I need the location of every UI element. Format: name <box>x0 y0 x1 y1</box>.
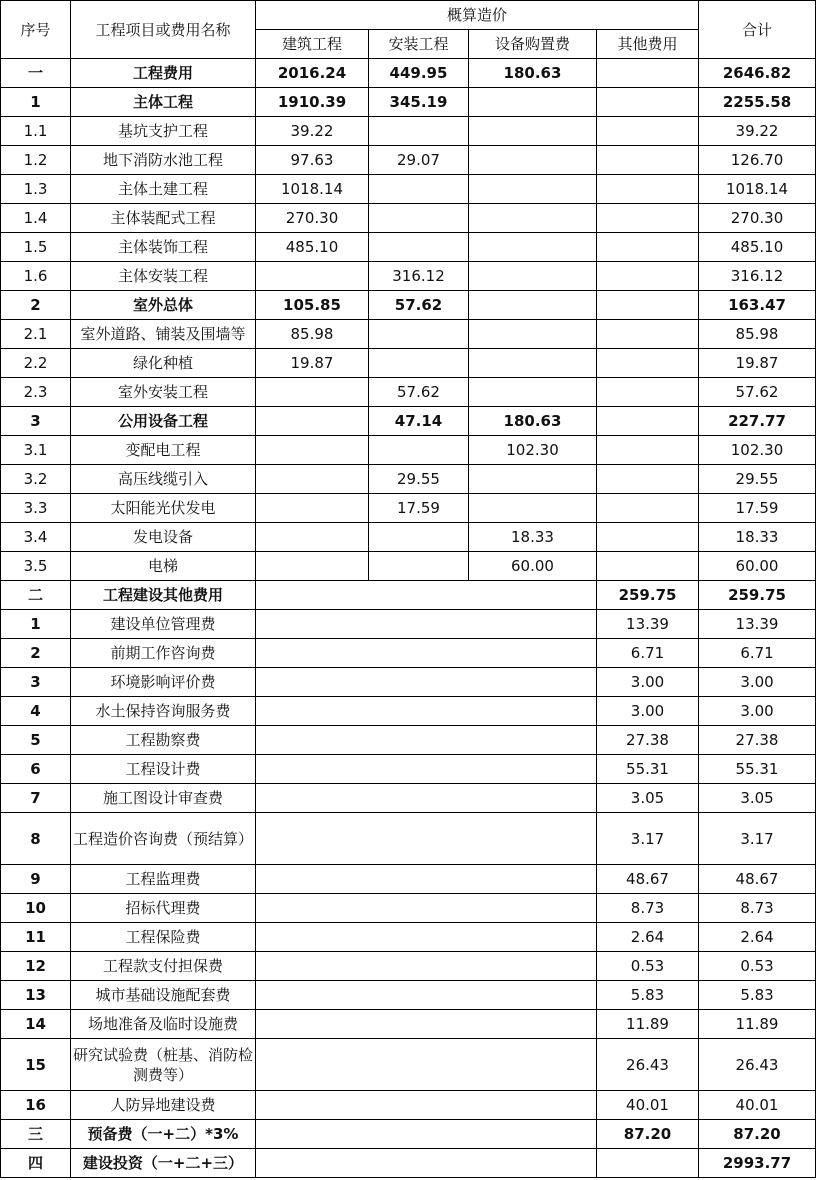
cell-item-name: 工程设计费 <box>71 755 256 784</box>
cell-build <box>256 465 369 494</box>
cell-merged-empty <box>256 1091 597 1120</box>
cell-install: 57.62 <box>369 378 469 407</box>
cell-total: 55.31 <box>699 755 816 784</box>
cell-item-name: 公用设备工程 <box>71 407 256 436</box>
cell-item-name: 地下消防水池工程 <box>71 146 256 175</box>
table-row <box>1 813 816 865</box>
cell-seq: 一 <box>1 59 71 88</box>
cell-build: 485.10 <box>256 233 369 262</box>
table-row <box>1 923 816 952</box>
cell-install: 449.95 <box>369 59 469 88</box>
cell-total: 2.64 <box>699 923 816 952</box>
cell-merged-empty <box>256 697 597 726</box>
cell-item-name: 高压线缆引入 <box>71 465 256 494</box>
cell-equipment <box>469 204 597 233</box>
cell-other: 3.00 <box>597 668 699 697</box>
cell-seq: 3.2 <box>1 465 71 494</box>
cell-other <box>597 407 699 436</box>
cell-seq: 2.3 <box>1 378 71 407</box>
cell-total: 26.43 <box>699 1039 816 1091</box>
cell-equipment: 102.30 <box>469 436 597 465</box>
cell-merged-empty <box>256 894 597 923</box>
cell-total: 27.38 <box>699 726 816 755</box>
cell-build: 1018.14 <box>256 175 369 204</box>
cell-other: 3.05 <box>597 784 699 813</box>
cell-build: 270.30 <box>256 204 369 233</box>
cell-seq: 四 <box>1 1149 71 1178</box>
cell-equipment <box>469 117 597 146</box>
cell-build: 19.87 <box>256 349 369 378</box>
table-row <box>1 1091 816 1120</box>
cell-item-name: 工程款支付担保费 <box>71 952 256 981</box>
cell-equipment <box>469 262 597 291</box>
cell-total: 8.73 <box>699 894 816 923</box>
cell-other <box>597 465 699 494</box>
cell-other <box>597 349 699 378</box>
cell-seq: 三 <box>1 1120 71 1149</box>
cell-item-name: 太阳能光伏发电 <box>71 494 256 523</box>
header-item-name: 工程项目或费用名称 <box>71 1 256 59</box>
cell-other <box>597 523 699 552</box>
cell-build <box>256 378 369 407</box>
cell-equipment: 180.63 <box>469 59 597 88</box>
cell-total: 5.83 <box>699 981 816 1010</box>
table-row <box>1 407 816 436</box>
cell-seq: 二 <box>1 581 71 610</box>
cell-seq: 7 <box>1 784 71 813</box>
cell-item-name: 环境影响评价费 <box>71 668 256 697</box>
cell-total: 2993.77 <box>699 1149 816 1178</box>
cell-equipment <box>469 291 597 320</box>
cell-seq: 11 <box>1 923 71 952</box>
cell-other: 27.38 <box>597 726 699 755</box>
cell-item-name: 绿化种植 <box>71 349 256 378</box>
cell-total: 85.98 <box>699 320 816 349</box>
cell-total: 316.12 <box>699 262 816 291</box>
cell-item-name: 预备费（一+二）*3% <box>71 1120 256 1149</box>
table-row <box>1 291 816 320</box>
table-row <box>1 981 816 1010</box>
cell-build <box>256 523 369 552</box>
cell-total: 126.70 <box>699 146 816 175</box>
table-row <box>1 610 816 639</box>
cell-install: 29.07 <box>369 146 469 175</box>
cell-total: 270.30 <box>699 204 816 233</box>
cell-seq: 15 <box>1 1039 71 1091</box>
cell-total: 163.47 <box>699 291 816 320</box>
cell-merged-empty <box>256 581 597 610</box>
cell-total: 0.53 <box>699 952 816 981</box>
cell-total: 18.33 <box>699 523 816 552</box>
cell-item-name: 工程保险费 <box>71 923 256 952</box>
cell-merged-empty <box>256 1039 597 1091</box>
table-row <box>1 117 816 146</box>
cell-seq: 5 <box>1 726 71 755</box>
table-row <box>1 1039 816 1091</box>
cell-seq: 16 <box>1 1091 71 1120</box>
cell-equipment <box>469 349 597 378</box>
cell-other <box>597 204 699 233</box>
cell-install: 345.19 <box>369 88 469 117</box>
cell-other <box>597 378 699 407</box>
cell-other <box>597 146 699 175</box>
cell-other: 13.39 <box>597 610 699 639</box>
cell-equipment <box>469 465 597 494</box>
cell-item-name: 水土保持咨询服务费 <box>71 697 256 726</box>
cell-seq: 4 <box>1 697 71 726</box>
cell-other: 3.17 <box>597 813 699 865</box>
cell-total: 11.89 <box>699 1010 816 1039</box>
cell-item-name: 场地准备及临时设施费 <box>71 1010 256 1039</box>
header-equipment: 设备购置费 <box>469 30 597 59</box>
table-row <box>1 465 816 494</box>
cell-seq: 3.5 <box>1 552 71 581</box>
cell-merged-empty <box>256 1010 597 1039</box>
cell-merged-empty <box>256 639 597 668</box>
cell-seq: 3 <box>1 407 71 436</box>
cell-merged-empty <box>256 668 597 697</box>
cell-other <box>597 552 699 581</box>
cell-total: 6.71 <box>699 639 816 668</box>
cell-other <box>597 59 699 88</box>
cell-equipment <box>469 233 597 262</box>
cell-equipment <box>469 494 597 523</box>
cell-seq: 1 <box>1 610 71 639</box>
cell-item-name: 主体装配式工程 <box>71 204 256 233</box>
cell-build <box>256 552 369 581</box>
cell-item-name: 主体土建工程 <box>71 175 256 204</box>
cell-seq: 3 <box>1 668 71 697</box>
cell-item-name: 研究试验费（桩基、消防检测费等） <box>71 1039 256 1091</box>
cell-other <box>597 494 699 523</box>
cell-item-name: 室外安装工程 <box>71 378 256 407</box>
cell-install: 47.14 <box>369 407 469 436</box>
cell-other: 11.89 <box>597 1010 699 1039</box>
cell-merged-empty <box>256 952 597 981</box>
table-row <box>1 494 816 523</box>
cell-merged-empty <box>256 755 597 784</box>
cell-item-name: 主体装饰工程 <box>71 233 256 262</box>
cell-install <box>369 552 469 581</box>
cell-total: 39.22 <box>699 117 816 146</box>
cell-equipment: 60.00 <box>469 552 597 581</box>
table-row <box>1 378 816 407</box>
table-row <box>1 1149 816 1178</box>
cell-seq: 2 <box>1 291 71 320</box>
cell-total: 87.20 <box>699 1120 816 1149</box>
cell-total: 3.00 <box>699 668 816 697</box>
cell-other: 87.20 <box>597 1120 699 1149</box>
table-row <box>1 59 816 88</box>
table-row <box>1 233 816 262</box>
cell-total: 29.55 <box>699 465 816 494</box>
cell-merged-empty <box>256 1120 597 1149</box>
cell-build: 1910.39 <box>256 88 369 117</box>
cell-item-name: 发电设备 <box>71 523 256 552</box>
cell-total: 102.30 <box>699 436 816 465</box>
cell-equipment <box>469 320 597 349</box>
cell-total: 485.10 <box>699 233 816 262</box>
table-row <box>1 523 816 552</box>
table-row <box>1 668 816 697</box>
cell-item-name: 室外道路、铺装及围墙等 <box>71 320 256 349</box>
table-row <box>1 1120 816 1149</box>
cell-other: 55.31 <box>597 755 699 784</box>
cell-equipment: 18.33 <box>469 523 597 552</box>
cell-item-name: 招标代理费 <box>71 894 256 923</box>
cell-merged-empty <box>256 726 597 755</box>
cell-item-name: 工程费用 <box>71 59 256 88</box>
cell-item-name: 工程监理费 <box>71 865 256 894</box>
cell-other <box>597 1149 699 1178</box>
cell-other <box>597 117 699 146</box>
table-body <box>1 59 816 1178</box>
cell-merged-empty <box>256 784 597 813</box>
cell-item-name: 前期工作咨询费 <box>71 639 256 668</box>
cell-equipment <box>469 378 597 407</box>
table-row <box>1 262 816 291</box>
table-row <box>1 1010 816 1039</box>
table-row <box>1 175 816 204</box>
cell-seq: 8 <box>1 813 71 865</box>
header-install: 安装工程 <box>369 30 469 59</box>
cell-build: 39.22 <box>256 117 369 146</box>
cell-seq: 1.4 <box>1 204 71 233</box>
cell-seq: 3.4 <box>1 523 71 552</box>
cell-install <box>369 436 469 465</box>
cell-total: 40.01 <box>699 1091 816 1120</box>
header-seq: 序号 <box>1 1 71 59</box>
cell-total: 13.39 <box>699 610 816 639</box>
cell-other: 40.01 <box>597 1091 699 1120</box>
cell-install: 29.55 <box>369 465 469 494</box>
cell-total: 3.17 <box>699 813 816 865</box>
table-row <box>1 639 816 668</box>
header-build: 建筑工程 <box>256 30 369 59</box>
cell-item-name: 室外总体 <box>71 291 256 320</box>
cell-seq: 1.2 <box>1 146 71 175</box>
cell-build: 105.85 <box>256 291 369 320</box>
cell-install <box>369 320 469 349</box>
table-row <box>1 865 816 894</box>
cell-other: 26.43 <box>597 1039 699 1091</box>
cell-total: 259.75 <box>699 581 816 610</box>
cell-install <box>369 233 469 262</box>
cell-equipment <box>469 88 597 117</box>
cell-seq: 3.3 <box>1 494 71 523</box>
cell-item-name: 人防异地建设费 <box>71 1091 256 1120</box>
cell-build <box>256 436 369 465</box>
cell-install: 57.62 <box>369 291 469 320</box>
cell-total: 17.59 <box>699 494 816 523</box>
table-row <box>1 581 816 610</box>
cell-total: 48.67 <box>699 865 816 894</box>
table-row <box>1 204 816 233</box>
cell-item-name: 主体安装工程 <box>71 262 256 291</box>
cell-total: 3.05 <box>699 784 816 813</box>
cell-merged-empty <box>256 923 597 952</box>
cell-merged-empty <box>256 981 597 1010</box>
cell-seq: 2.2 <box>1 349 71 378</box>
table-row <box>1 894 816 923</box>
cell-total: 227.77 <box>699 407 816 436</box>
table-row <box>1 552 816 581</box>
header-total: 合计 <box>699 1 816 59</box>
cell-item-name: 工程勘察费 <box>71 726 256 755</box>
cell-other <box>597 436 699 465</box>
cell-install: 17.59 <box>369 494 469 523</box>
cell-item-name: 主体工程 <box>71 88 256 117</box>
table-row <box>1 146 816 175</box>
cell-build <box>256 407 369 436</box>
cell-other: 8.73 <box>597 894 699 923</box>
cell-other <box>597 320 699 349</box>
cell-other <box>597 262 699 291</box>
cell-seq: 1.3 <box>1 175 71 204</box>
cell-build: 85.98 <box>256 320 369 349</box>
cell-other: 0.53 <box>597 952 699 981</box>
cell-seq: 6 <box>1 755 71 784</box>
cell-item-name: 基坑支护工程 <box>71 117 256 146</box>
cell-item-name: 工程建设其他费用 <box>71 581 256 610</box>
cell-seq: 2 <box>1 639 71 668</box>
cell-build <box>256 494 369 523</box>
cell-item-name: 城市基础设施配套费 <box>71 981 256 1010</box>
cell-seq: 13 <box>1 981 71 1010</box>
cell-other: 6.71 <box>597 639 699 668</box>
cell-seq: 3.1 <box>1 436 71 465</box>
cell-total: 57.62 <box>699 378 816 407</box>
cell-item-name: 变配电工程 <box>71 436 256 465</box>
cell-merged-empty <box>256 865 597 894</box>
cell-other <box>597 88 699 117</box>
cell-other <box>597 175 699 204</box>
cell-other <box>597 233 699 262</box>
cell-item-name: 电梯 <box>71 552 256 581</box>
cell-install <box>369 204 469 233</box>
cell-other: 48.67 <box>597 865 699 894</box>
cell-total: 2255.58 <box>699 88 816 117</box>
cell-seq: 1.6 <box>1 262 71 291</box>
cell-install <box>369 349 469 378</box>
cell-total: 60.00 <box>699 552 816 581</box>
cell-other: 5.83 <box>597 981 699 1010</box>
cell-install: 316.12 <box>369 262 469 291</box>
cell-seq: 1 <box>1 88 71 117</box>
cell-equipment <box>469 146 597 175</box>
cell-other: 3.00 <box>597 697 699 726</box>
table-row <box>1 320 816 349</box>
table-row <box>1 88 816 117</box>
table-row <box>1 755 816 784</box>
cell-install <box>369 523 469 552</box>
header-estimate-group: 概算造价 <box>256 1 699 30</box>
cell-item-name: 建设单位管理费 <box>71 610 256 639</box>
table-row <box>1 726 816 755</box>
cell-item-name: 建设投资（一+二+三） <box>71 1149 256 1178</box>
cell-seq: 12 <box>1 952 71 981</box>
cell-equipment <box>469 175 597 204</box>
cell-other: 2.64 <box>597 923 699 952</box>
cell-seq: 2.1 <box>1 320 71 349</box>
cell-install <box>369 175 469 204</box>
cell-merged-empty <box>256 813 597 865</box>
cell-other: 259.75 <box>597 581 699 610</box>
cell-total: 1018.14 <box>699 175 816 204</box>
cell-build <box>256 262 369 291</box>
table-row <box>1 784 816 813</box>
cell-build: 2016.24 <box>256 59 369 88</box>
table-row <box>1 436 816 465</box>
cell-equipment: 180.63 <box>469 407 597 436</box>
cell-seq: 14 <box>1 1010 71 1039</box>
cell-install <box>369 117 469 146</box>
cell-total: 2646.82 <box>699 59 816 88</box>
cell-total: 19.87 <box>699 349 816 378</box>
cell-seq: 1.5 <box>1 233 71 262</box>
cell-other <box>597 291 699 320</box>
table-row <box>1 697 816 726</box>
cell-item-name: 施工图设计审查费 <box>71 784 256 813</box>
header-other: 其他费用 <box>597 30 699 59</box>
cell-merged-empty <box>256 1149 597 1178</box>
cell-seq: 10 <box>1 894 71 923</box>
cell-seq: 1.1 <box>1 117 71 146</box>
table-row <box>1 349 816 378</box>
cell-total: 3.00 <box>699 697 816 726</box>
cell-item-name: 工程造价咨询费（预结算） <box>71 813 256 865</box>
cell-seq: 9 <box>1 865 71 894</box>
cell-build: 97.63 <box>256 146 369 175</box>
table-row <box>1 952 816 981</box>
cell-merged-empty <box>256 610 597 639</box>
